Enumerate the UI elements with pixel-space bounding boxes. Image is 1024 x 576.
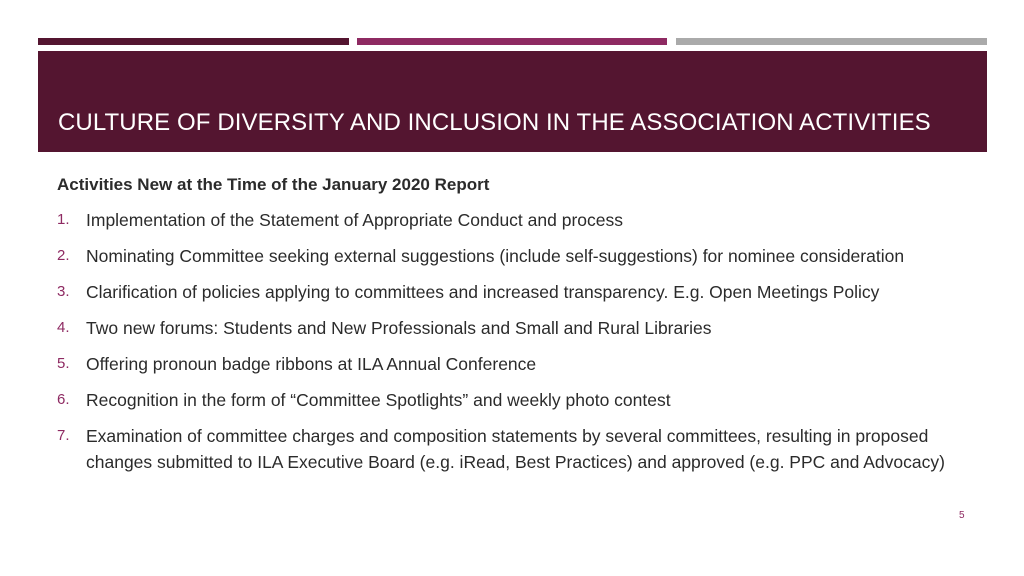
list-item — [57, 387, 957, 413]
list-item-text: Nominating Committee seeking external suggestions (include self-suggestions) for nominee consideration — [86, 246, 905, 266]
list-item-text: Offering pronoun badge ribbons at ILA Annual Conference — [86, 354, 537, 374]
accent-bar-dark — [38, 38, 349, 45]
page-number: 5 — [959, 510, 965, 521]
list-item — [57, 279, 957, 305]
list-item-number: 4. — [57, 319, 70, 336]
list-item-number: 2. — [57, 247, 70, 264]
list-item-number: 7. — [57, 427, 70, 444]
list-item — [57, 207, 957, 233]
slide-title: CULTURE OF DIVERSITY AND INCLUSION IN THE ASSOCIATION ACTIVITIES — [58, 109, 931, 136]
title-band — [38, 51, 987, 152]
slide-body — [57, 173, 957, 485]
list-item-number: 3. — [57, 283, 70, 300]
list-item-text: Two new forums: Students and New Professionals and Small and Rural Libraries — [86, 318, 712, 338]
subheading: Activities New at the Time of the January 2020 Report — [57, 175, 490, 194]
list-item-number: 5. — [57, 355, 70, 372]
list-item-text: Implementation of the Statement of Appropriate Conduct and process — [86, 210, 623, 230]
list-item-number: 6. — [57, 391, 70, 408]
list-item-number: 1. — [57, 211, 70, 228]
activity-list — [57, 207, 957, 475]
list-item-text: Examination of committee charges and composition statements by several committees, resulting in proposed changes submitted to ILA Executive Board (e.g. iRead, Best Practices) and approved (e.g. PPC and Advocacy) — [86, 426, 945, 472]
list-item — [57, 423, 957, 475]
list-item-text: Recognition in the form of “Committee Spotlights” and weekly photo contest — [86, 390, 671, 410]
accent-bar-magenta — [357, 38, 667, 45]
list-item-text: Clarification of policies applying to committees and increased transparency. E.g. Open Meetings Policy — [86, 282, 880, 302]
list-item — [57, 315, 957, 341]
accent-bar-gray — [676, 38, 987, 45]
list-item — [57, 243, 957, 269]
list-item — [57, 351, 957, 377]
